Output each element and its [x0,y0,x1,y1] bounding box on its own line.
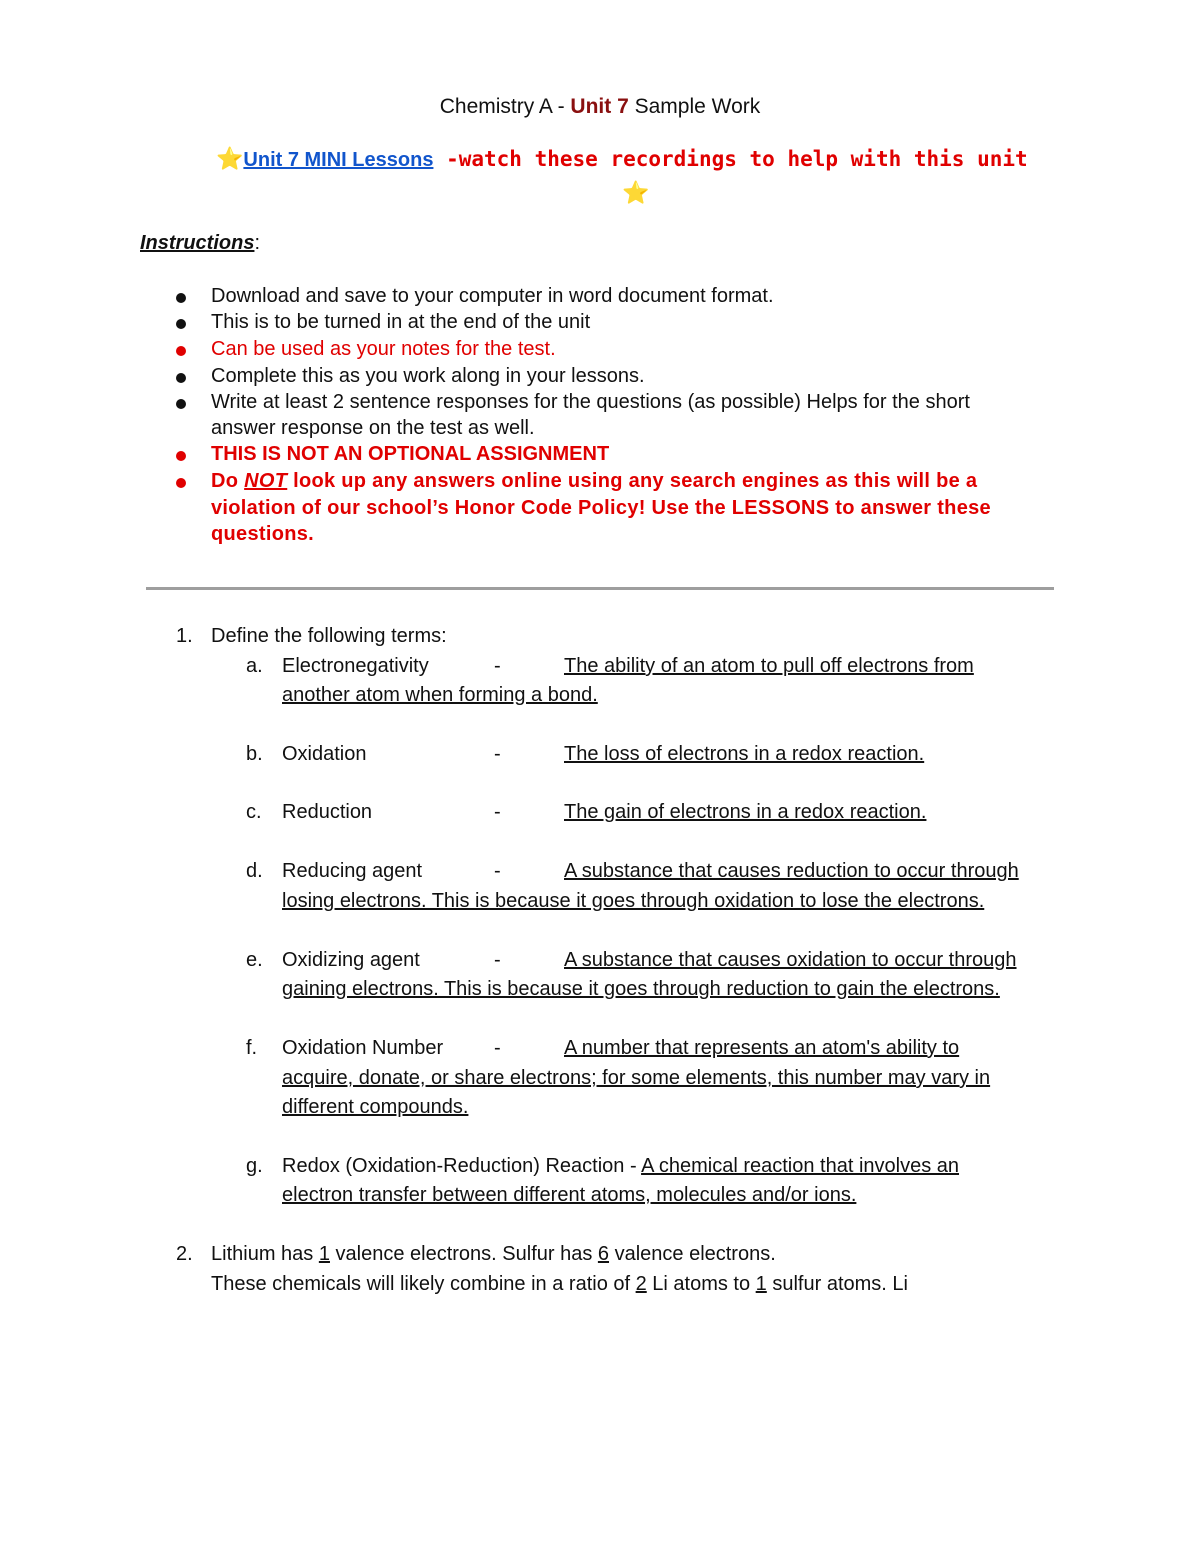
term-dash: - [494,1037,501,1059]
instruction-item: Can be used as your notes for the test. [211,338,556,360]
term-letter: c. [246,801,262,823]
instruction-item: THIS IS NOT AN OPTIONAL ASSIGNMENT [211,443,610,465]
instruction-item-continued: violation of our school’s Honor Code Policy! Use the LESSONS to answer these [211,497,991,519]
term-definition: The loss of electrons in a redox reaction. [564,743,925,765]
term-definition-continued: different compounds. [282,1096,469,1118]
lessons-note: -watch these recordings to help with this unit [433,147,1028,171]
q2-line-2: These chemicals will likely combine in a ratio of 2 Li atoms to 1 sulfur atoms. Li [211,1273,908,1295]
term-dash: - [494,801,501,823]
bullet-dot [176,451,186,461]
term-letter: b. [246,743,263,765]
term-dash: - [494,655,501,677]
instruction-item: Complete this as you work along in your lessons. [211,365,645,387]
term-definition-continued: losing electrons. This is because it goes through oxidation to lose the electrons. [282,890,985,912]
q1-prompt: Define the following terms: [211,625,447,647]
term-name: Oxidation Number [282,1037,444,1059]
bullet-dot [176,373,186,383]
li-valence-answer: 1 [318,1243,330,1265]
term-letter: a. [246,655,263,677]
instruction-item: Do NOT look up any answers online using any search engines as this will be a [211,470,978,492]
term-name: Reduction [282,801,373,823]
instruction-item: This is to be turned in at the end of the unit [211,311,591,333]
q1-number: 1. [176,625,193,647]
instruction-item-continued: answer response on the test as well. [211,417,535,439]
horizontal-divider [146,587,1054,590]
q2-line-1: Lithium has 1 valence electrons. Sulfur has 6 valence electrons. [211,1243,776,1265]
bullet-dot [176,478,186,488]
term-name: Electronegativity [282,655,429,677]
term-letter: g. [246,1155,263,1177]
s-ratio-answer: 1 [755,1273,767,1295]
instruction-item: Download and save to your computer in word document format. [211,285,774,307]
li-ratio-answer: 2 [635,1273,647,1295]
q2-number: 2. [176,1243,193,1265]
term-definition: A substance that causes reduction to occur through [564,860,1019,882]
term-definition: The gain of electrons in a redox reaction. [564,801,927,823]
title-suffix: Sample Work [628,95,761,118]
page-title [0,95,1200,119]
term-definition: A number that represents an atom's ability to [564,1037,960,1059]
term-name: Reducing agent [282,860,423,882]
instruction-item-continued: questions. [211,523,315,545]
unit-7-mini-lessons-link[interactable]: Unit 7 MINI Lessons [243,149,434,171]
s-valence-answer: 6 [597,1243,610,1265]
term-dash: - [494,743,501,765]
term-definition: A chemical reaction that involves an [641,1155,960,1177]
lessons-line [216,146,1028,172]
term-letter: d. [246,860,263,882]
term-name: Redox (Oxidation-Reduction) Reaction - [282,1155,642,1177]
term-dash: - [494,860,501,882]
instructions-heading: Instructions: [140,232,261,254]
term-name: Oxidizing agent [282,949,420,971]
star-icon: ⭐ [216,146,244,171]
bullet-dot [176,293,186,303]
star-icon: ⭐ [622,180,650,205]
term-dash: - [494,949,501,971]
title-prefix: Chemistry A - [439,95,571,118]
bullet-dot [176,346,186,356]
term-definition-continued: another atom when forming a bond. [282,684,598,706]
term-definition-continued: gaining electrons. This is because it goes through reduction to gain the electrons. [282,978,1000,1000]
term-letter: e. [246,949,263,971]
title-unit: Unit 7 [570,95,629,118]
term-letter: f. [246,1037,258,1059]
term-name: Oxidation [282,743,367,765]
term-definition: The ability of an atom to pull off electrons from [564,655,974,677]
term-row [282,1155,959,1178]
term-definition-continued: acquire, donate, or share electrons; for some elements, this number may vary in [282,1067,991,1089]
instruction-item: Write at least 2 sentence responses for the questions (as possible) Helps for the short [211,391,970,413]
bullet-dot [176,399,186,409]
bullet-dot [176,319,186,329]
term-definition: A substance that causes oxidation to occur through [564,949,1017,971]
not-emphasis: NOT [244,470,288,492]
term-definition-continued: electron transfer between different atoms, molecules and/or ions. [282,1184,857,1206]
